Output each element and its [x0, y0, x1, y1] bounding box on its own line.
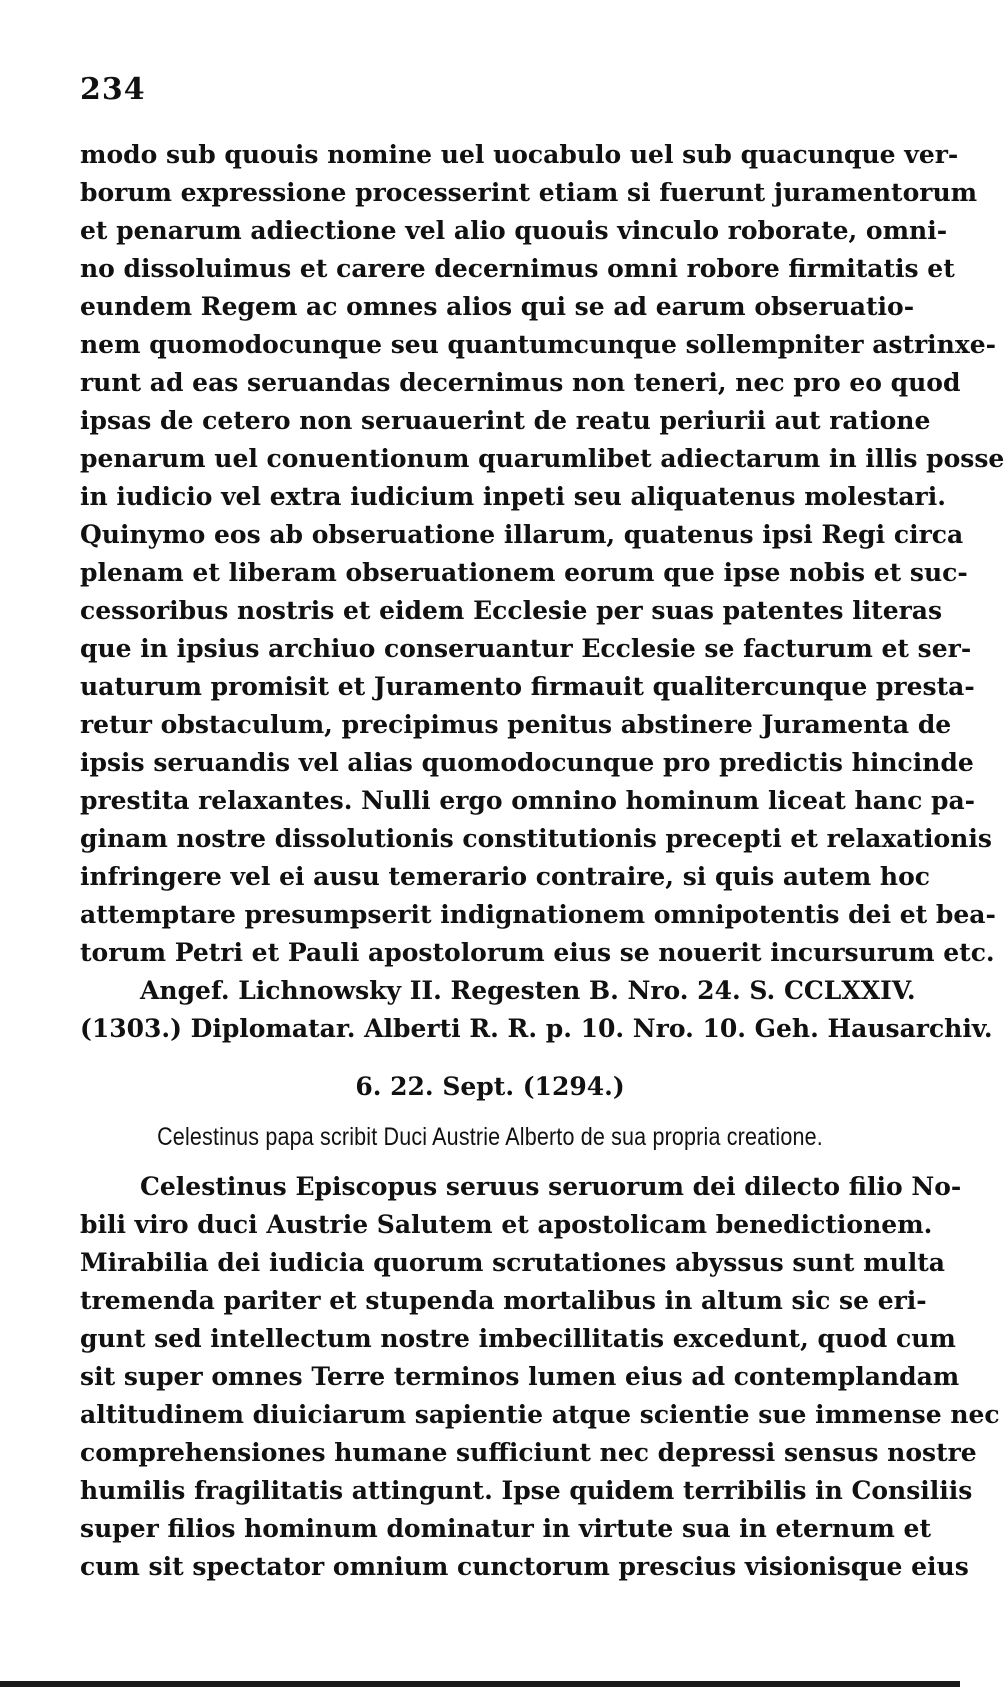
text-line: humilis fragilitatis attingunt. Ipse quidem terribilis in Consiliis — [80, 1476, 973, 1505]
text-line: penarum uel conuentionum quarumlibet adiectarum in illis posse — [80, 444, 1004, 473]
text-line: ipsis seruandis vel alias quomodocunque pro predictis hincinde — [80, 748, 974, 777]
text-line: borum expressione processerint etiam si fuerunt juramentorum — [80, 178, 978, 207]
citation-line: (1303.) Diplomatar. Alberti R. R. p. 10. Nro. 10. Geh. Hausarchiv. — [80, 1014, 993, 1043]
text-line: modo sub quouis nomine uel uocabulo uel sub quacunque ver- — [80, 140, 959, 169]
text-line: ginam nostre dissolutionis constitutionis precepti et relaxationis — [80, 824, 992, 853]
text-line: in iudicio vel extra iudicium inpeti seu aliquatenus molestari. — [80, 482, 946, 511]
text-line: bili viro duci Austrie Salutem et apostolicam benedictionem. — [80, 1210, 933, 1239]
text-line: Celestinus Episcopus seruus seruorum dei dilecto filio No- — [140, 1172, 962, 1201]
text-line: eundem Regem ac omnes alios qui se ad earum obseruatio- — [80, 292, 915, 321]
page-number: 234 — [80, 72, 146, 107]
text-line: cessoribus nostris et eidem Ecclesie per suas patentes literas — [80, 596, 943, 625]
text-line: cum sit spectator omnium cunctorum prescius visionisque eius — [80, 1552, 969, 1581]
text-line: sit super omnes Terre terminos lumen eius ad contemplandam — [80, 1362, 960, 1391]
text-line: comprehensiones humane sufficiunt nec depressi sensus nostre — [80, 1438, 977, 1467]
text-line: altitudinem diuiciarum sapientie atque scientie sue immense nec — [80, 1400, 1000, 1429]
text-line: prestita relaxantes. Nulli ergo omnino hominum liceat hanc pa- — [80, 786, 976, 815]
document-heading: 6. 22. Sept. (1294.) — [355, 1072, 625, 1101]
text-line: torum Petri et Pauli apostolorum eius se nouerit incursurum etc. — [80, 938, 995, 967]
text-line: plenam et liberam obseruationem eorum que ipse nobis et suc- — [80, 558, 968, 587]
text-block-continuation — [80, 136, 1004, 972]
source-citation — [80, 972, 993, 1048]
text-line: no dissoluimus et carere decernimus omni robore firmitatis et — [80, 254, 955, 283]
text-line: attemptare presumpserit indignationem omnipotentis dei et bea- — [80, 900, 996, 929]
text-line: et penarum adiectione vel alio quouis vinculo roborate, omni- — [80, 216, 948, 245]
text-line: infringere vel ei ausu temerario contraire, si quis autem hoc — [80, 862, 930, 891]
document-summary: Celestinus papa scribit Duci Austrie Alberto de sua propria creatione. — [157, 1123, 823, 1151]
text-line: nem quomodocunque seu quantumcunque sollempniter astrinxe- — [80, 330, 997, 359]
text-block-letter — [80, 1168, 1000, 1586]
text-line: runt ad eas seruandas decernimus non teneri, nec pro eo quod — [80, 368, 961, 397]
text-line: Quinymo eos ab obseruatione illarum, quatenus ipsi Regi circa — [80, 520, 964, 549]
text-line: tremenda pariter et stupenda mortalibus in altum sic se eri- — [80, 1286, 927, 1315]
text-line: ipsas de cetero non seruauerint de reatu periurii aut ratione — [80, 406, 931, 435]
text-line: super filios hominum dominatur in virtute sua in eternum et — [80, 1514, 932, 1543]
citation-line: Angef. Lichnowsky II. Regesten B. Nro. 24. S. CCLXXIV. — [140, 976, 916, 1005]
text-line: retur obstaculum, precipimus penitus abstinere Juramenta de — [80, 710, 952, 739]
text-line: Mirabilia dei iudicia quorum scrutationes abyssus sunt multa — [80, 1248, 945, 1277]
text-line: uaturum promisit et Juramento firmauit qualitercunque presta- — [80, 672, 975, 701]
text-line: gunt sed intellectum nostre imbecillitatis excedunt, quod cum — [80, 1324, 956, 1353]
text-line: que in ipsius archiuo conseruantur Ecclesie se facturum et ser- — [80, 634, 972, 663]
scan-bottom-edge — [0, 1681, 960, 1687]
